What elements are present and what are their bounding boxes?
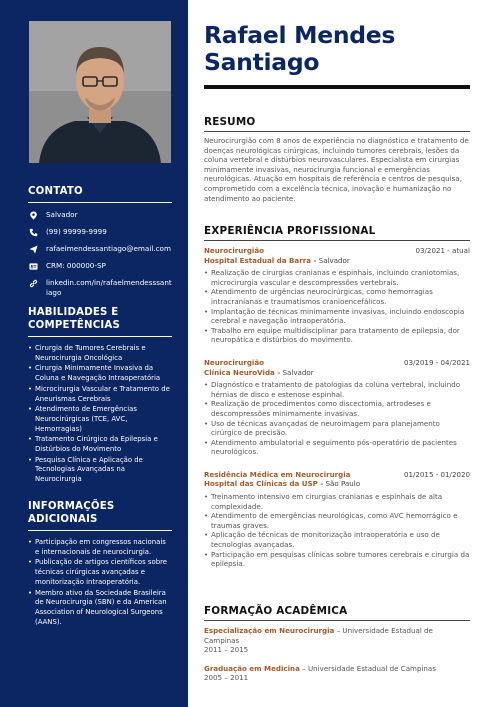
job-place xyxy=(204,368,470,378)
job-role: Residência Médica em Neurocirurgia xyxy=(204,469,351,479)
job-bullet: • Atendimento de urgências neurocirúrgicas, como hemorragias intracranianas e traumatismos cranioencefálicos. xyxy=(204,287,470,306)
additional-item: • Publicação de artigos científicos sobre técnicas cirúrgicas avançadas e monitorização intraoperatória. xyxy=(28,558,172,587)
contact-location-text: Salvador xyxy=(46,210,78,219)
experience-rule xyxy=(204,240,470,241)
education-period: 2005 – 2011 xyxy=(204,673,249,683)
skill-item: • Microcirurgia Vascular e Tratamento de Aneurismas Cerebrais xyxy=(28,385,172,404)
job-bullet: • Realização de cirurgias cranianas e espinhais, incluindo craniotomias, microcirurgia vascular e descompressões vertebrais. xyxy=(204,268,470,287)
contact-phone xyxy=(28,227,172,237)
contact-section xyxy=(28,185,172,304)
education-course: Graduação em Medicina xyxy=(204,663,300,673)
job-bullet: • Atendimento ambulatorial e seguimento pós-operatório de pacientes neurológicos. xyxy=(204,438,470,457)
skill-item: • Atendimento de Emergências Neurocirúrgicas (TCE, AVC, Hemorragias) xyxy=(28,405,172,434)
job-place xyxy=(204,256,470,266)
summary-rule xyxy=(204,131,470,132)
job-bullets xyxy=(204,492,470,569)
job-bullets xyxy=(204,268,470,345)
job-bullet: • Treinamento intensivo em cirurgias cranianas e espinhais de alta complexidade. xyxy=(204,492,470,511)
experience-section xyxy=(204,225,470,569)
contact-title: CONTATO xyxy=(28,185,172,203)
job-bullet: • Realização de procedimentos como discectomia, artrodeses e descompressões minimamente invasivas. xyxy=(204,399,470,418)
job-bullet: • Diagnóstico e tratamento de patologias da coluna vertebral, incluindo hérnias de disco e estenose espinhal. xyxy=(204,380,470,399)
additional-list xyxy=(28,538,172,627)
contact-linkedin[interactable] xyxy=(28,278,172,297)
job-city: São Paulo xyxy=(325,479,361,489)
job-entry xyxy=(204,470,470,569)
skills-section xyxy=(28,306,172,486)
profile-photo xyxy=(29,21,171,163)
phone-icon xyxy=(28,227,38,237)
job-role: Neurocirurgião xyxy=(204,246,265,255)
job-city: Salvador xyxy=(282,367,314,377)
job-city: Salvador xyxy=(318,255,350,265)
education-entry xyxy=(204,664,470,683)
candidate-name-line1: Rafael Mendes xyxy=(204,21,396,49)
sidebar xyxy=(0,0,188,707)
contact-phone-text: (99) 99999-9999 xyxy=(46,227,107,236)
job-entry xyxy=(204,246,470,345)
education-period: 2011 – 2015 xyxy=(204,645,249,655)
skill-item: • Tratamento Cirúrgico da Epilepsia e Distúrbios do Movimento xyxy=(28,435,172,454)
job-bullet: • Participação em pesquisas clínicas sobre tumores cerebrais e cirurgia da epilepsia. xyxy=(204,550,470,569)
education-title: FORMAÇÃO ACADÊMICA xyxy=(204,605,348,617)
contact-email-text[interactable]: rafaelmendessantiago@email.com xyxy=(46,244,171,253)
skill-item: • Pesquisa Clínica e Aplicação de Tecnologias Avançadas na Neurocirurgia xyxy=(28,456,172,485)
name-divider xyxy=(204,85,470,89)
skills-title: HABILIDADES E COMPETÊNCIAS xyxy=(28,306,172,337)
contact-crm-text: CRM: 000000-SP xyxy=(46,261,106,270)
candidate-name-line2: Santiago xyxy=(204,48,320,76)
skill-item: • Cirurgia Minimamente Invasiva da Coluna e Navegação Intraoperatória xyxy=(28,364,172,383)
additional-item: • Participação em congressos nacionais e internacionais de neurocirurgia. xyxy=(28,538,172,557)
id-card-icon xyxy=(28,261,38,271)
education-section xyxy=(204,605,470,683)
education-school: – Universidade Estadual de Campinas xyxy=(204,626,433,645)
additional-title: INFORMAÇÕES ADICIONAIS xyxy=(28,500,172,531)
job-entry xyxy=(204,358,470,457)
education-entry xyxy=(204,626,470,655)
education-rule xyxy=(204,620,470,621)
job-role: Neurocirurgião xyxy=(204,357,265,367)
job-employer: Hospital das Clínicas da USP - xyxy=(204,479,324,489)
summary-section xyxy=(204,116,470,203)
contact-location xyxy=(28,210,172,220)
job-employer: Clínica NeuroVida - xyxy=(204,367,281,377)
skill-item: • Cirurgia de Tumores Cerebrais e Neurocirurgia Oncológica xyxy=(28,344,172,363)
link-icon xyxy=(28,278,38,288)
job-employer: Hospital Estadual da Barra - xyxy=(204,255,317,265)
job-bullet: • Implantação de técnicas minimamente invasivas, incluindo endoscopia cerebral e navegação intraoperatória. xyxy=(204,307,470,326)
additional-section xyxy=(28,500,172,628)
summary-text: Neurocirurgião com 8 anos de experiência no diagnóstico e tratamento de doenças neurológicas cirúrgicas, incluindo tumores cerebrais, lesões da coluna vertebral e distúrbios neurovasculares. Especialista em cirurgias minimamente invasivas, neurocirurgia funcional e emergências neurológicas. Atuação em hospitais de referência e centros de pesquisa, comprometido com a excelência técnica, inovação e humanização no atendimento ao paciente. xyxy=(204,136,469,203)
send-icon xyxy=(28,244,38,254)
skills-list xyxy=(28,344,172,485)
candidate-name xyxy=(204,22,395,76)
location-pin-icon xyxy=(28,210,38,220)
job-dates: 03/2021 - atual xyxy=(415,246,470,255)
experience-title: EXPERIÊNCIA PROFISSIONAL xyxy=(204,225,376,237)
education-course: Especialização em Neurocirurgia xyxy=(204,626,335,635)
summary-title: RESUMO xyxy=(204,116,256,128)
job-bullets xyxy=(204,380,470,457)
education-school: – Universidade Estadual de Campinas xyxy=(302,663,436,673)
profile-photo-illustration xyxy=(29,21,171,163)
job-bullet: • Trabalho em equipe multidisciplinar para tratamento de epilepsia, dor neuropática e distúrbios do movimento. xyxy=(204,326,470,345)
job-bullet: • Uso de técnicas avançadas de neuroimagem para planejamento cirúrgico de precisão. xyxy=(204,419,470,438)
job-dates: 01/2015 - 01/2020 xyxy=(403,469,470,479)
additional-item: • Membro ativo da Sociedade Brasileira de Neurocirurgia (SBN) e da American Association of Neurological Surgeons (AANS). xyxy=(28,589,172,628)
contact-linkedin-text[interactable]: linkedin.com/in/rafaelmendesssantiago xyxy=(46,278,172,297)
job-place xyxy=(204,479,470,489)
job-bullet: • Atendimento de emergências neurológicas, como AVC hemorrágico e traumas graves. xyxy=(204,511,470,530)
contact-crm xyxy=(28,261,172,271)
job-dates: 03/2019 - 04/2021 xyxy=(403,357,470,367)
job-bullet: • Aplicação de técnicas de monitorização intraoperatória e uso de tecnologias avançadas. xyxy=(204,530,470,549)
contact-email[interactable] xyxy=(28,244,172,254)
